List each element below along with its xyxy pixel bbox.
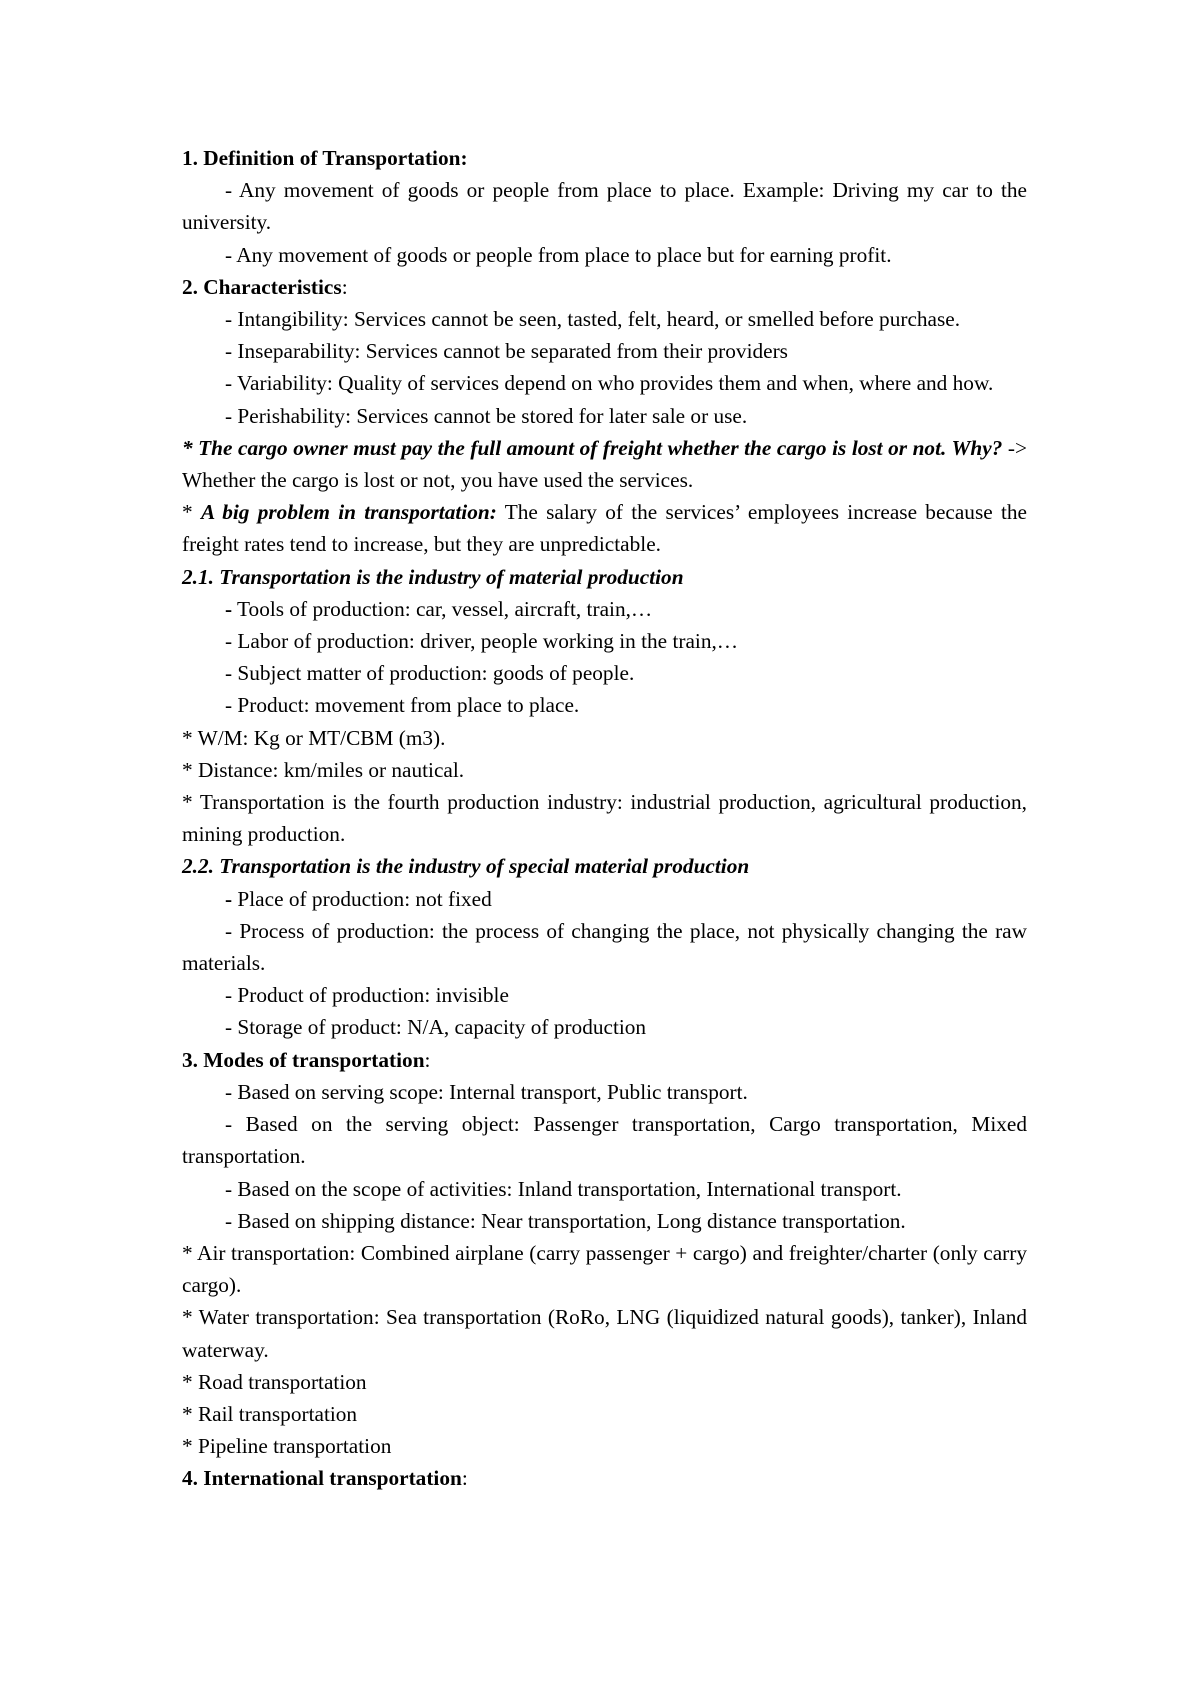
document-paragraph	[182, 142, 1027, 174]
text-run: * Road transportation	[182, 1369, 367, 1394]
document-paragraph	[182, 1462, 1027, 1494]
text-run: * The cargo owner must pay the full amount of freight whether the cargo is lost or not. Why?	[182, 435, 1003, 460]
text-run: 2. Characteristics	[182, 274, 342, 299]
text-run: -	[225, 886, 233, 911]
document-paragraph	[182, 1301, 1027, 1365]
document-paragraph	[182, 1237, 1027, 1301]
text-run: * Water transportation: Sea transportation (RoRo, LNG (liquidized natural goods), tanker), Inland waterway.	[182, 1305, 1027, 1362]
text-run: * Distance: km/miles or nautical.	[182, 757, 465, 782]
text-run: - Labor of production: driver, people working in the train,…	[225, 629, 739, 654]
text-run: 2.2. Transportation is the industry of special material production	[182, 854, 750, 879]
document-paragraph	[182, 1011, 1027, 1043]
document-paragraph	[182, 1173, 1027, 1205]
document-paragraph	[182, 593, 1027, 625]
document-paragraph	[182, 915, 1027, 979]
document-paragraph	[182, 1108, 1027, 1172]
text-run: - Product: movement from place to place.	[225, 693, 580, 718]
document-paragraph	[182, 303, 1027, 335]
text-run: * Air transportation: Combined airplane (carry passenger + cargo) and freighter/charter (only carry cargo).	[182, 1240, 1027, 1298]
text-run: - Process of production: the process of changing the place, not physically changing the raw materials.	[182, 918, 1027, 976]
text-run: - Perishability: Services cannot be stored for later sale or use.	[225, 403, 748, 428]
text-run: The salary of the services’ employees increase because the freight rates tend to increase, but they are unpredictable.	[182, 500, 1027, 557]
text-run: - Based on serving scope: Internal transport, Public transport.	[225, 1079, 748, 1104]
document-paragraph	[182, 883, 1027, 915]
document-paragraph	[182, 850, 1027, 882]
text-run: - Variability: Quality of services depend on who provides them and when, where and how.	[225, 371, 994, 396]
document-body	[182, 142, 1027, 1495]
text-run: - Based on the serving object: Passenger transportation, Cargo transportation, Mixed transportation.	[182, 1112, 1027, 1169]
text-run: * Pipeline transportation	[182, 1434, 392, 1459]
document-paragraph	[182, 367, 1027, 399]
text-run: - Inseparability: Services cannot be separated from their providers	[225, 339, 788, 364]
document-paragraph	[182, 239, 1027, 271]
text-run: 2.1. Transportation is the industry of material production	[182, 564, 684, 589]
document-paragraph	[182, 786, 1027, 850]
document-paragraph	[182, 1430, 1027, 1462]
document-paragraph	[182, 174, 1027, 238]
text-run: -> Whether the cargo is lost or not, you have used the services.	[182, 435, 1027, 493]
document-page	[182, 142, 1027, 1495]
text-run: - Product of production: invisible	[225, 983, 509, 1008]
text-run: - Any movement of goods or people from place to place but for earning profit.	[225, 242, 892, 267]
document-paragraph	[182, 1366, 1027, 1398]
text-run: *	[182, 500, 201, 525]
text-run: Tools of production: car, vessel, aircraft, train,…	[232, 596, 653, 621]
document-paragraph	[182, 722, 1027, 754]
document-paragraph	[182, 1398, 1027, 1430]
document-paragraph	[182, 1044, 1027, 1076]
text-run: - Subject matter of production: goods of people.	[225, 661, 635, 686]
document-paragraph	[182, 754, 1027, 786]
text-run: 4. International transportation	[182, 1466, 462, 1491]
text-run: :	[341, 274, 348, 299]
document-paragraph	[182, 1076, 1027, 1108]
document-paragraph	[182, 1205, 1027, 1237]
text-run: :	[461, 1466, 468, 1491]
text-run: -	[225, 596, 233, 621]
document-paragraph	[182, 979, 1027, 1011]
text-run: * Rail transportation	[182, 1401, 358, 1426]
document-paragraph	[182, 689, 1027, 721]
document-paragraph	[182, 496, 1027, 560]
document-paragraph	[182, 400, 1027, 432]
text-run: 3. Modes of transportation	[182, 1047, 425, 1072]
document-paragraph	[182, 432, 1027, 496]
document-paragraph	[182, 335, 1027, 367]
text-run: :	[424, 1047, 431, 1072]
text-run: 1. Definition of Transportation:	[182, 146, 468, 170]
document-paragraph	[182, 657, 1027, 689]
text-run: * W/M: Kg or MT/CBM (m3).	[182, 725, 446, 750]
text-run: A big problem in transportation:	[200, 500, 497, 525]
text-run: - Based on shipping distance: Near transportation, Long distance transportation.	[225, 1208, 906, 1233]
document-paragraph	[182, 625, 1027, 657]
text-run: - Storage of product: N/A, capacity of production	[225, 1015, 647, 1040]
document-paragraph	[182, 271, 1027, 303]
text-run: * Transportation is the fourth production industry: industrial production, agricultural production, mining production.	[182, 790, 1027, 847]
text-run: - Any movement of goods or people from place to place. Example: Driving my car to the university.	[182, 178, 1027, 235]
document-paragraph	[182, 561, 1027, 593]
text-run: - Based on the scope of activities: Inland transportation, International transport.	[225, 1176, 902, 1201]
text-run: Place of production: not fixed	[232, 886, 492, 911]
text-run: - Intangibility: Services cannot be seen, tasted, felt, heard, or smelled before purchase.	[225, 307, 961, 332]
